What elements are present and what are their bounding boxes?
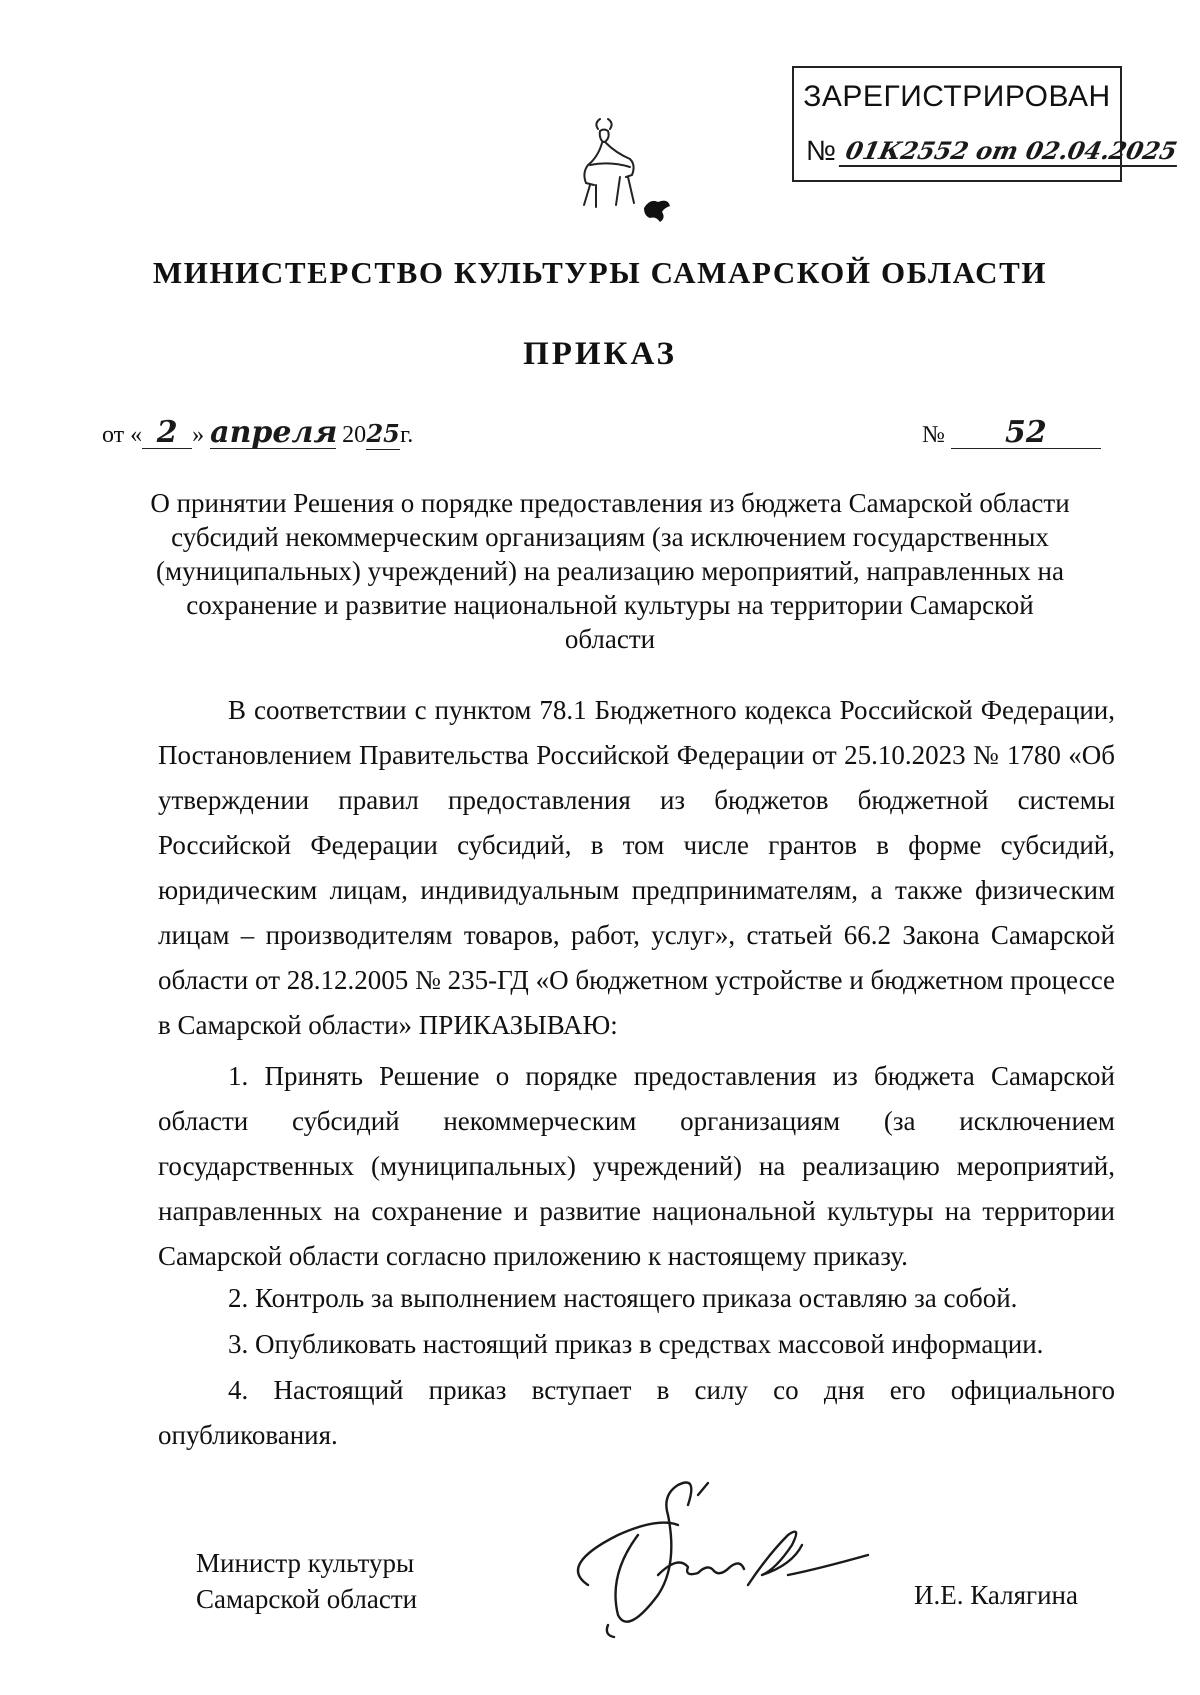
registration-stamp <box>792 66 1180 182</box>
date-year-suffix: 25 <box>366 419 400 448</box>
ministry-title: МИНИСТЕРСТВО КУЛЬТУРЫ САМАРСКОЙ ОБЛАСТИ <box>152 255 1048 290</box>
stamp-number-handwritten: 01К2552 от 02.04.2025 <box>839 136 1184 167</box>
order-number-line <box>922 415 1101 450</box>
signatory-position-line2: Самарской области <box>196 1584 418 1614</box>
signatory-name: И.Е. Калягина <box>914 1580 1078 1610</box>
signatory-position <box>196 1545 417 1617</box>
stamp-number-label: № <box>806 135 837 166</box>
signatory-position-line1: Министр культуры <box>196 1548 415 1578</box>
handwritten-signature <box>548 1475 888 1645</box>
date-month: апреля <box>210 415 338 450</box>
order-subject: О принятии Решения о порядке предоставления из бюджета Самарской области субсидий некоммерческим организациям (за исключением государственных (муниципальных) учреждений) на реализацию мероприятий, направленных на сохранение и развитие национальной культуры на территории Самарской области <box>150 488 1070 654</box>
date-day: 2 <box>142 418 192 449</box>
order-number-label: № <box>922 422 945 448</box>
order-item-1: 1. Принять Решение о порядке предоставления из бюджета Самарской области субсидий некоммерческим организациям (за исключением государственных (муниципальных) учреждений) на реализацию мероприятий, направленных на сохранение и развитие национальной культуры на территории Самарской области согласно приложению к настоящему приказу. <box>158 1061 1115 1271</box>
stamp-title: ЗАРЕГИСТРИРОВАН <box>803 80 1111 113</box>
date-line <box>102 415 414 450</box>
order-item-2: 2. Контроль за выполнением настоящего приказа оставляю за собой. <box>228 1283 1018 1313</box>
date-quote-close: » <box>192 422 205 448</box>
coat-of-arms-icon <box>570 115 640 215</box>
order-item-4: 4. Настоящий приказ вступает в силу со дня его официального опубликования. <box>158 1375 1115 1450</box>
order-number: 52 <box>951 418 1101 449</box>
preamble-paragraph: В соответствии с пунктом 78.1 Бюджетного кодекса Российской Федерации, Постановлением Правительства Российской Федерации от 25.10.2023 № 1780 «Об утверждении правил предоставления из бюджетов бюджетной системы Российской Федерации субсидий, в том числе грантов в форме субсидий, юридическим лицам, индивидуальным предпринимателям, а также физическим лицам – производителям товаров, работ, услуг», статьей 66.2 Закона Самарской области от 28.12.2005 № 235-ГД «О бюджетном устройстве и бюджетном процессе в Самарской области» ПРИКАЗЫВАЮ: <box>158 695 1115 1040</box>
order-item-3: 3. Опубликовать настоящий приказ в средствах массовой информации. <box>228 1329 1044 1359</box>
date-year-unit: г. <box>400 422 414 448</box>
date-year-prefix: 20 <box>342 422 367 448</box>
stamp-number-line <box>806 134 1180 168</box>
ink-mark-icon <box>640 196 674 226</box>
document-type: ПРИКАЗ <box>523 336 677 372</box>
date-prefix: от « <box>102 422 143 448</box>
